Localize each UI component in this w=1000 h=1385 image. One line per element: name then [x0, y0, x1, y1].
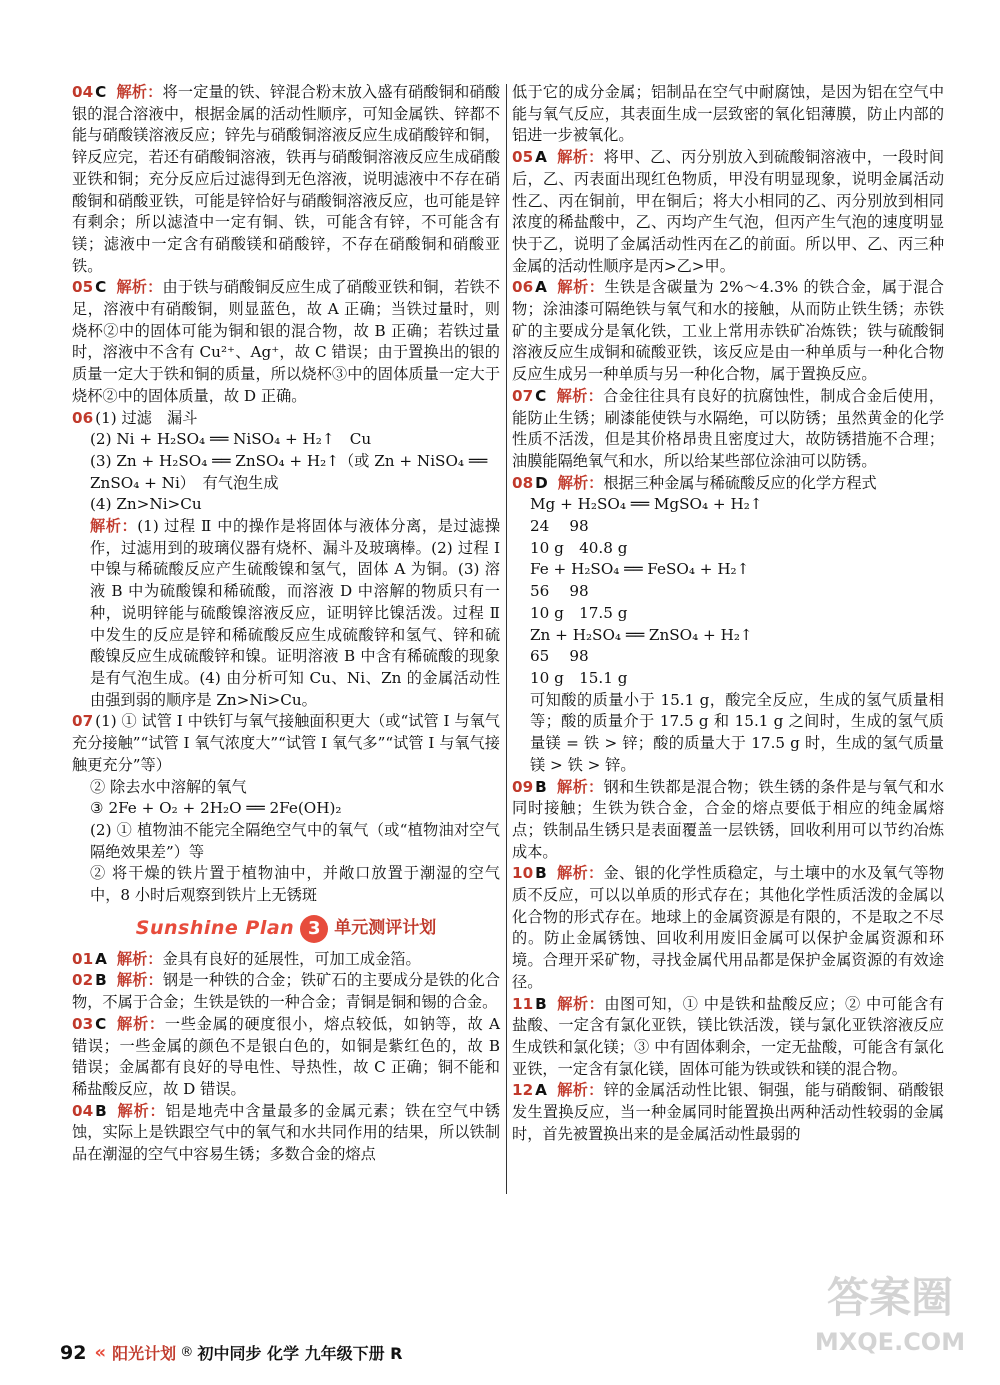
answer-line: (2) Ni + H₂SO₄ ══ NiSO₄ + H₂↑ Cu [90, 430, 372, 449]
answer-line: (4) Zn>Ni>Cu [90, 495, 202, 514]
analysis-label: 解析： [116, 1101, 166, 1120]
analysis-label: 解析： [556, 1081, 604, 1100]
analysis-text: 将甲、乙、丙分别放入到硫酸铜溶液中，一段时间后，乙、丙表面出现红色物质，甲没有明显现象，说明金属活动性乙、丙在铜前，甲在铜后；将大小相同的乙、丙分别放到相同浓度的稀盐酸中，乙、丙均产生气泡，但丙产生气泡的速度明显快于乙，说明了金属活动性丙在乙的前面。所以甲、乙、丙三种金属的活动性顺序是丙>乙>甲。 [512, 148, 945, 275]
answer-entry-u12 [512, 1080, 944, 1145]
answer-entry-05 [72, 277, 500, 407]
question-number: 11 [512, 994, 534, 1013]
watermark-url: MXQE.COM [814, 1328, 966, 1356]
equation-line: 10 g 17.5 g [530, 603, 628, 622]
page-number: 92 [60, 1341, 87, 1364]
question-number: 05 [512, 148, 534, 167]
analysis-label: 解析： [556, 777, 604, 796]
answer-letter: A [95, 949, 107, 968]
answer-entry-u07 [512, 386, 944, 473]
answer-letter: B [95, 1101, 107, 1120]
equation-line: 24 98 [530, 517, 589, 536]
answer-entry-u05 [512, 147, 944, 277]
question-number: 07 [72, 712, 94, 731]
question-number: 06 [512, 278, 534, 297]
answer-entry-u01 [72, 949, 500, 971]
answer-letter: B [95, 971, 107, 990]
question-number: 10 [512, 864, 534, 883]
answer-entry-u09 [512, 777, 944, 864]
analysis-text: 钢和生铁都是混合物；铁生锈的条件是与氧气和水同时接触；生铁为铁合金，合金的熔点要低于相应的纯金属熔点；铁制品生锈只是表面覆盖一层铁锈，回收利用可以节约冶炼成本。 [512, 777, 945, 861]
series-name: 阳光计划 [112, 1344, 177, 1363]
book-title: 初中同步 化学 九年级下册 R [197, 1344, 403, 1363]
analysis-text: 铝是地壳中含量最多的金属元素；铁在空气中锈蚀，实际上是铁跟空气中的氧气和水共同作用的结果，所以铁制品在潮湿的空气中容易生锈；多数合金的熔点 [72, 1101, 501, 1164]
analysis-text: 生铁是含碳量为 2%～4.3% 的铁合金，属于混合物；涂油漆可隔绝铁与氧气和水的接触，从而防止铁生锈；赤铁矿的主要成分是氧化铁，工业上常用赤铁矿冶炼铁；铁与硫酸铜溶液反应生成铜和硫酸亚铁，该反应是由一种单质与一种化合物反应生成另一种单质与另一种化合物，属于置换反应。 [512, 278, 944, 384]
registered-mark: ® [180, 1345, 194, 1360]
answer-entry-04 [72, 82, 500, 277]
analysis-text: (1) 过程 Ⅱ 中的操作是将固体与液体分离，是过滤操作，过滤用到的玻璃仪器有烧杯、漏斗及玻璃棒。(2) 过程 Ⅰ 中镍与稀硫酸反应产生硫酸镍和氢气，固体 A 为铜。(3) 溶液 B 中为硫酸镍和稀硫酸，而溶液 D 中溶解的物质只有一种，说明锌能与硫酸镍溶液反应，证明锌比镍活泼。过程 Ⅱ 中发生的反应是锌和稀硫酸反应生成硫酸锌和氢气、锌和硫酸镍反应生成硫酸锌和镍。证明溶液 B 中含有稀硫酸的现象是有气泡生成。(4) 由分析可知 Cu、Ni、Zn 的金属活动性由强到弱的顺序是 Zn>Ni>Cu。 [90, 517, 501, 709]
question-number: 04 [72, 1101, 94, 1120]
double-chevron-icon: « [94, 1342, 107, 1363]
answer-letter: B [535, 864, 547, 883]
analysis-label: 解析： [556, 864, 604, 883]
right-column [512, 82, 944, 1145]
equation-line: 10 g 40.8 g [530, 538, 628, 557]
analysis-label: 解析： [556, 386, 604, 405]
question-number: 02 [72, 971, 94, 990]
section-banner [72, 915, 500, 943]
left-column [72, 82, 500, 1166]
answer-entry-u04 [72, 1101, 500, 1166]
equation-line: 65 98 [530, 647, 589, 666]
equation-line: Zn + H₂SO₄ ══ ZnSO₄ + H₂↑ [530, 625, 753, 644]
answer-letter: B [535, 777, 547, 796]
answer-entry-u06 [512, 277, 944, 386]
analysis-text: 由于铁与硝酸铜反应生成了硝酸亚铁和铜，若铁不足，溶液中有硝酸铜，则显蓝色，故 A 正确；当铁过量时，则烧杯②中的固体可能为铜和银的混合物，故 B 正确；若铁过量时，溶液中不含有 Cu²⁺、Ag⁺，故 C 错误；由于置换出的银的质量一定大于铁和铜的质量，所以烧杯③中的固体质量一定大于烧杯②中的固体质量，故 D 正确。 [72, 278, 501, 405]
answer-letter: A [535, 1081, 547, 1100]
analysis-text: 将一定量的铁、锌混合粉末放入盛有硝酸铜和硝酸银的混合溶液中，根据金属的活动性顺序，可知金属铁、锌都不能与硝酸镁溶液反应；锌先与硝酸铜溶液反应生成硝酸锌和铜，锌反应完，若还有硝酸铜溶液，铁再与硝酸铜溶液反应生成硝酸亚铁和铜；充分反应后过滤得到无色溶液，说明滤液中不存在硝酸铜和硝酸亚铁，可能是锌恰好与硝酸铜溶液反应，也可能是锌有剩余；所以滤渣中一定有铜、铁，可能含有锌，不可能含有镁；滤液中一定含有硝酸镁和硝酸锌，不存在硝酸铜和硝酸亚铁。 [72, 83, 501, 275]
analysis-label: 解析： [116, 949, 163, 968]
analysis-paragraph [72, 516, 500, 711]
question-number: 04 [72, 83, 94, 101]
answer-entry-u10 [512, 863, 944, 993]
answer-letter: A [535, 278, 547, 297]
answer-line: ② 将干燥的铁片置于植物油中，并敞口放置于潮湿的空气中，8 小时后观察到铁片上无锈斑 [90, 864, 500, 905]
answer-line: (1) ① 试管 Ⅰ 中铁钉与氧气接触面积更大（或“试管 Ⅰ 与氧气充分接触”“试管 Ⅰ 氧气浓度大”“试管 Ⅰ 氧气多”“试管 Ⅰ 与氧气接触更充分”等） [72, 712, 500, 774]
question-number: 03 [72, 1014, 94, 1033]
answer-line: ③ 2Fe + O₂ + 2H₂O ══ 2Fe(OH)₂ [90, 799, 342, 818]
answer-letter: C [95, 83, 107, 101]
question-number: 06 [72, 408, 94, 427]
analysis-text: 由图可知，① 中是铁和盐酸反应；② 中可能含有盐酸、一定含有氯化亚铁，镁比铁活泼，镁与氯化亚铁溶液反应生成铁和氯化镁；③ 中有固体剩余，一定无盐酸，可能含有氯化亚铁，一定含有氯化镁，固体可能为铁或铁和镁的混合物。 [512, 994, 945, 1078]
question-number: 05 [72, 278, 94, 297]
equation-line: 10 g 15.1 g [530, 668, 628, 687]
analysis-label: 解析： [116, 278, 163, 297]
analysis-text: 锌的金属活动性比银、铜强，能与硝酸铜、硝酸银发生置换反应，当一种金属同时能置换出两种活动性较弱的金属时，首先被置换出来的是金属活动性最弱的 [512, 1081, 945, 1143]
equation-line: 56 98 [530, 582, 589, 601]
unit-number-badge: 3 [300, 915, 328, 943]
column-divider [506, 84, 507, 1194]
analysis-text: 金具有良好的延展性，可加工成金箔。 [162, 949, 421, 968]
page-footer [60, 1341, 402, 1364]
analysis-text: 根据三种金属与稀硫酸反应的化学方程式 [603, 473, 877, 492]
equation-line: Mg + H₂SO₄ ══ MgSO₄ + H₂↑ [530, 495, 763, 514]
question-number: 12 [512, 1081, 534, 1100]
answer-entry-07 [72, 711, 500, 906]
banner-title: 单元测评计划 [334, 917, 437, 938]
analysis-text: 一些金属的硬度很小，熔点较低，如钠等，故 A 错误；一些金属的颜色不是银白色的，如铜是紫红色的，故 B 错误；金属都有良好的导电性、导热性，故 C 正确；铜不能和稀盐酸反应，故 D 错误。 [72, 1014, 501, 1098]
analysis-label: 解析： [557, 473, 604, 492]
analysis-text: 金、银的化学性质稳定，与土壤中的水及氧气等物质不反应，可以以单质的形式存在；其他化学性质活泼的金属以化合物的形式存在。地球上的金属资源是有限的，不是取之不尽的。防止金属锈蚀、回收利用废旧金属可以保护金属资源和环境。合理开采矿物，寻找金属代用品都是保护金属资源的有效途径。 [512, 864, 945, 991]
answer-line: (3) Zn + H₂SO₄ ══ ZnSO₄ + H₂↑（或 Zn + NiSO₄ ══ [90, 451, 488, 470]
answer-letter: C [535, 386, 547, 405]
equation-line: Fe + H₂SO₄ ══ FeSO₄ + H₂↑ [530, 560, 750, 579]
answer-line: (2) ① 植物油不能完全隔绝空气中的氧气（或“植物油对空气隔绝效果差”）等 [90, 820, 500, 861]
answer-entry-u11 [512, 994, 944, 1081]
watermark-logo [800, 1268, 980, 1378]
answer-line: ② 除去水中溶解的氧气 [90, 777, 247, 796]
answer-line: (1) 过滤 漏斗 [95, 408, 198, 427]
answer-entry-06 [72, 408, 500, 712]
analysis-label: 解析： [556, 278, 605, 297]
answer-letter: C [95, 1014, 107, 1033]
analysis-text: 钢是一种铁的合金；铁矿石的主要成分是铁的化合物，不属于合金；生铁是铁的一种合金；青铜是铜和锡的合金。 [72, 971, 501, 1012]
continued-text: 低于它的成分金属；铝制品在空气中耐腐蚀，是因为铝在空气中能与氧气反应，其表面生成一层致密的氧化铝薄膜，防止内部的铝进一步被氧化。 [512, 83, 944, 145]
answer-entry-u03 [72, 1014, 500, 1101]
answer-letter: D [535, 473, 548, 492]
question-number: 08 [512, 473, 534, 492]
answer-line: ZnSO₄ + Ni） 有气泡生成 [90, 473, 279, 492]
question-number: 09 [512, 777, 534, 796]
analysis-label: 解析： [556, 148, 604, 167]
question-number: 01 [72, 949, 94, 968]
analysis-text: 可知酸的质量小于 15.1 g，酸完全反应，生成的氢气质量相等；酸的质量介于 17.5 g 和 15.1 g 之间时，生成的氢气质量镁 = 铁 > 锌；酸的质量大于 17.5 g 时，生成的氢气质量镁 > 铁 > 锌。 [530, 690, 944, 774]
analysis-text: 合金往往具有良好的抗腐蚀性，制成合金后使用，能防止生锈；刷漆能使铁与水隔绝，可以防锈；虽然黄金的化学性质不活泼，但是其价格昂贵且密度过大，故防锈措施不合理；油膜能隔绝氧气和水，所以给某些部位涂油可以防锈。 [512, 386, 945, 470]
answer-letter: B [535, 994, 547, 1013]
banner-brand: Sunshine Plan [135, 916, 295, 939]
answer-letter: A [535, 148, 547, 167]
question-number: 07 [512, 386, 534, 405]
answer-entry-u08 [512, 473, 944, 777]
analysis-label: 解析： [90, 517, 138, 536]
answer-letter: C [95, 278, 107, 297]
analysis-label: 解析： [116, 1014, 165, 1033]
analysis-label: 解析： [116, 83, 163, 101]
answer-entry-u02 [72, 970, 500, 1013]
watermark-text: 答案圈 [826, 1273, 953, 1322]
analysis-label: 解析： [116, 971, 163, 990]
analysis-label: 解析： [556, 994, 605, 1013]
